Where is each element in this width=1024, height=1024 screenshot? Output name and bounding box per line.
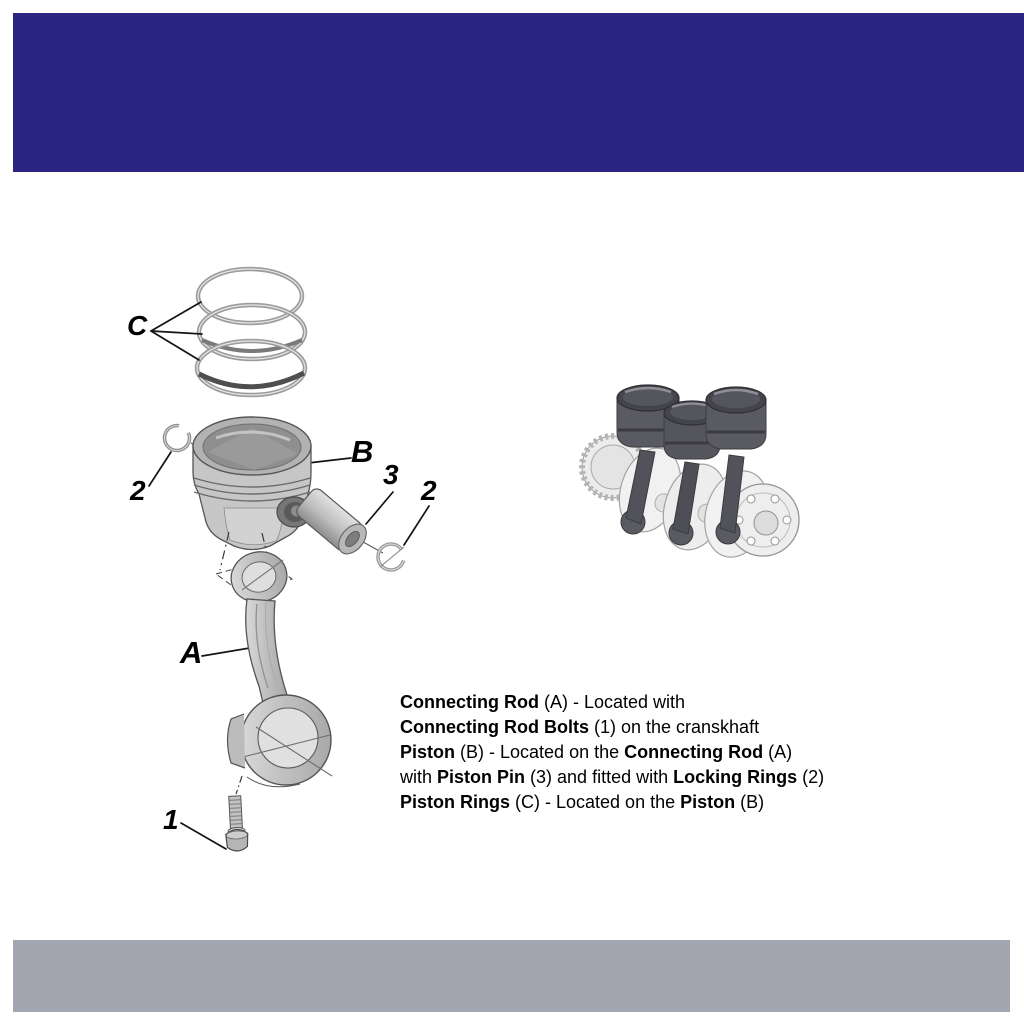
description-line: Connecting Rod (A) - Located with — [400, 692, 686, 712]
callout-label-locking-ring-left: 2 — [130, 475, 146, 506]
callout-label-locking-ring-right: 2 — [421, 475, 437, 506]
callout-label-piston: B — [351, 434, 374, 469]
crankshaft-assembly-illustration — [582, 385, 799, 565]
bolt-illustration — [224, 795, 249, 851]
callout-label-piston-rings: C — [127, 310, 148, 341]
callout-label-piston-pin: 3 — [383, 459, 399, 490]
locking-ring-right-illustration — [375, 541, 407, 573]
connecting-rod-illustration — [226, 546, 332, 787]
description-text — [400, 690, 900, 815]
callout-label-bolt: 1 — [163, 804, 179, 835]
description-line: Connecting Rod Bolts (1) on the cranskhaft — [400, 717, 760, 737]
description-line: Piston (B) - Located on the Connecting Rod (A) — [400, 742, 793, 762]
description-line: Piston Rings (C) - Located on the Piston (B) — [400, 792, 765, 812]
description-line: with Piston Pin (3) and fitted with Locking Rings (2) — [400, 767, 825, 787]
piston-illustration — [193, 417, 311, 550]
callout-label-connecting-rod: A — [180, 635, 203, 670]
locking-ring-left-illustration — [160, 421, 193, 454]
piston-rings-illustration — [197, 269, 305, 395]
